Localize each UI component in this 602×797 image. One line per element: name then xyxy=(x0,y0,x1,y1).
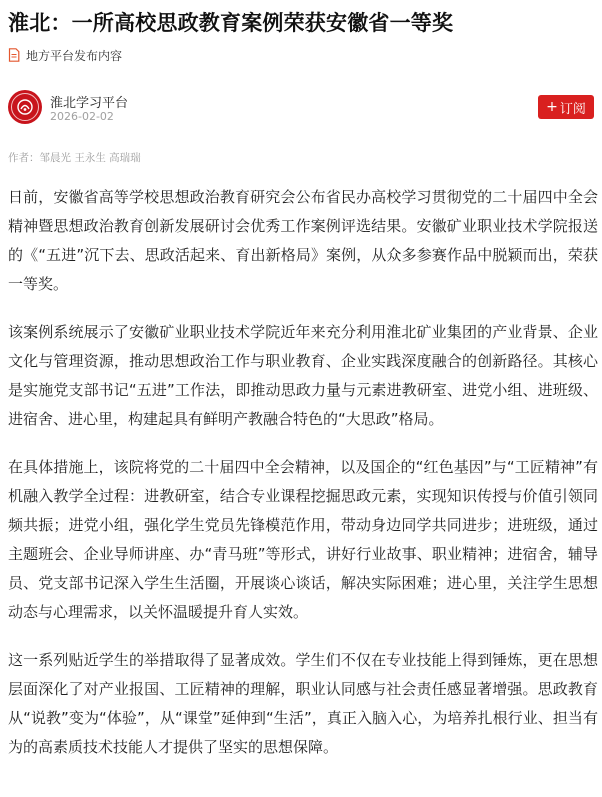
source-tag xyxy=(8,47,122,63)
author-row xyxy=(8,90,594,126)
subscribe-label: 订阅 xyxy=(559,101,586,117)
author-avatar[interactable] xyxy=(8,90,42,124)
logo-mark-icon xyxy=(16,98,34,116)
article-paragraph: 该案例系统展示了安徽矿业职业技术学院近年来充分利用淮北矿业集团的产业背景、企业文化与管理资源，推动思想政治工作与职业教育、企业实践深度融合的创新路径。其核心是实施党支部书记“五进”工作法，即推动思政力量与元素进教研室、进党小组、进班级、进宿舍、进心里，构建起具有鲜明产教融合特色的“大思政”格局。 xyxy=(8,323,598,428)
subscribe-button[interactable] xyxy=(538,95,594,119)
article-paragraph: 这一系列贴近学生的举措取得了显著成效。学生们不仅在专业技能上得到锤炼，更在思想层面深化了对产业报国、工匠精神的理解，职业认同感与社会责任感显著增强。思政教育从“说教”变为“体验”，从“课堂”延伸到“生活”，真正入脑入心，为培养扎根行业、担当有为的高素质技术技能人才提供了坚实的思想保障。 xyxy=(8,651,598,756)
article-title: 淮北：一所高校思政教育案例荣获安徽省一等奖 xyxy=(8,11,454,35)
author-name[interactable]: 淮北学习平台 xyxy=(50,96,129,111)
article-paragraph: 日前，安徽省高等学校思想政治教育研究会公布省民办高校学习贯彻党的二十届四中全会精神暨思想政治教育创新发展研讨会优秀工作案例评选结果。安徽矿业职业技术学院报送的《“五进”沉下去、思政活起来、育出新格局》案例，从众多参赛作品中脱颖而出，荣获一等奖。 xyxy=(8,188,598,293)
plus-icon: + xyxy=(546,99,558,115)
byline: 作者：邹晨光 王永生 高瑞瑞 xyxy=(8,152,141,164)
publish-date: 2026-02-02 xyxy=(50,110,114,123)
document-icon xyxy=(8,48,20,62)
huaibei-xuexi-logo-icon xyxy=(11,93,39,121)
source-tag-label: 地方平台发布内容 xyxy=(26,48,123,63)
article-paragraph: 在具体措施上，该院将党的二十届四中全会精神，以及国企的“红色基因”与“工匠精神”有机融入教学全过程：进教研室，结合专业课程挖掘思政元素，实现知识传授与价值引领同频共振；进党小组，强化学生党员先锋模范作用，带动身边同学共同进步；进班级，通过主题班会、企业导师讲座、办“青马班”等形式，讲好行业故事、职业精神；进宿舍，辅导员、党支部书记深入学生生活圈，开展谈心谈话，解决实际困难；进心里，关注学生思想动态与心理需求，以关怀温暖提升育人实效。 xyxy=(8,458,598,621)
article-body xyxy=(8,183,598,781)
